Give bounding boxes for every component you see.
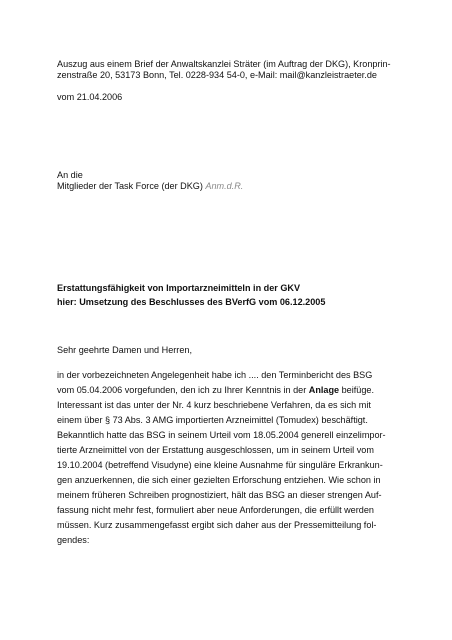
letterhead-line-1: Auszug aus einem Brief der Anwaltskanzlei Sträter (im Auftrag der DKG), Kronprin-: [57, 59, 391, 69]
editor-note: Anm.d.R.: [205, 181, 244, 191]
annex-reference: Anlage: [308, 385, 340, 395]
body-line: [57, 385, 374, 396]
recipient-line-2: [57, 181, 243, 192]
body-line: Bekanntlich hatte das BSG in seinem Urteil vom 18.05.2004 generell einzelimpor-: [57, 430, 386, 440]
body-text-segment: beifüge.: [339, 385, 374, 395]
body-line: meinem früheren Schreiben prognostiziert, hält das BSG an dieser strengen Auf-: [57, 490, 382, 500]
body-line: in der vorbezeichneten Angelegenheit habe ich .... den Terminbericht des BSG: [57, 370, 373, 380]
recipient-line-1: An die: [57, 170, 83, 180]
body-line: gendes:: [57, 535, 90, 545]
letterhead-line-2: zenstraße 20, 53173 Bonn, Tel. 0228-934 54-0, e-Mail: mail@kanzleistraeter.de: [57, 70, 377, 80]
body-line: fassung nicht mehr fest, formuliert aber neue Anforderungen, die erfüllt werden: [57, 505, 374, 515]
subject-line-2: hier: Umsetzung des Beschlusses des BVerfG vom 06.12.2005: [57, 297, 326, 307]
body-line: Interessant ist das unter der Nr. 4 kurz beschriebene Verfahren, da es sich mit: [57, 400, 371, 410]
body-line: 19.10.2004 (betreffend Visudyne) eine kleine Ausnahme für singuläre Erkrankun-: [57, 460, 383, 470]
body-line: einem über § 73 Abs. 3 AMG importierten Arzneimittel (Tomudex) beschäftigt.: [57, 415, 368, 425]
body-line: gen anzuerkennen, die sich einer gezielten Erforschung entziehen. Wie schon in: [57, 475, 381, 485]
body-text-segment: vom 05.04.2006 vorgefunden, den ich zu Ihrer Kenntnis in der: [57, 385, 309, 395]
letter-date: vom 21.04.2006: [57, 92, 123, 102]
body-line: müssen. Kurz zusammengefasst ergibt sich daher aus der Pressemitteilung fol-: [57, 520, 377, 530]
body-line: tierte Arzneimittel von der Erstattung ausgeschlossen, um in seinem Urteil vom: [57, 445, 374, 455]
salutation: Sehr geehrte Damen und Herren,: [57, 345, 192, 355]
recipient-name: Mitglieder der Task Force (der DKG): [57, 181, 206, 191]
subject-line-1: Erstattungsfähigkeit von Importarzneimitteln in der GKV: [57, 283, 301, 293]
